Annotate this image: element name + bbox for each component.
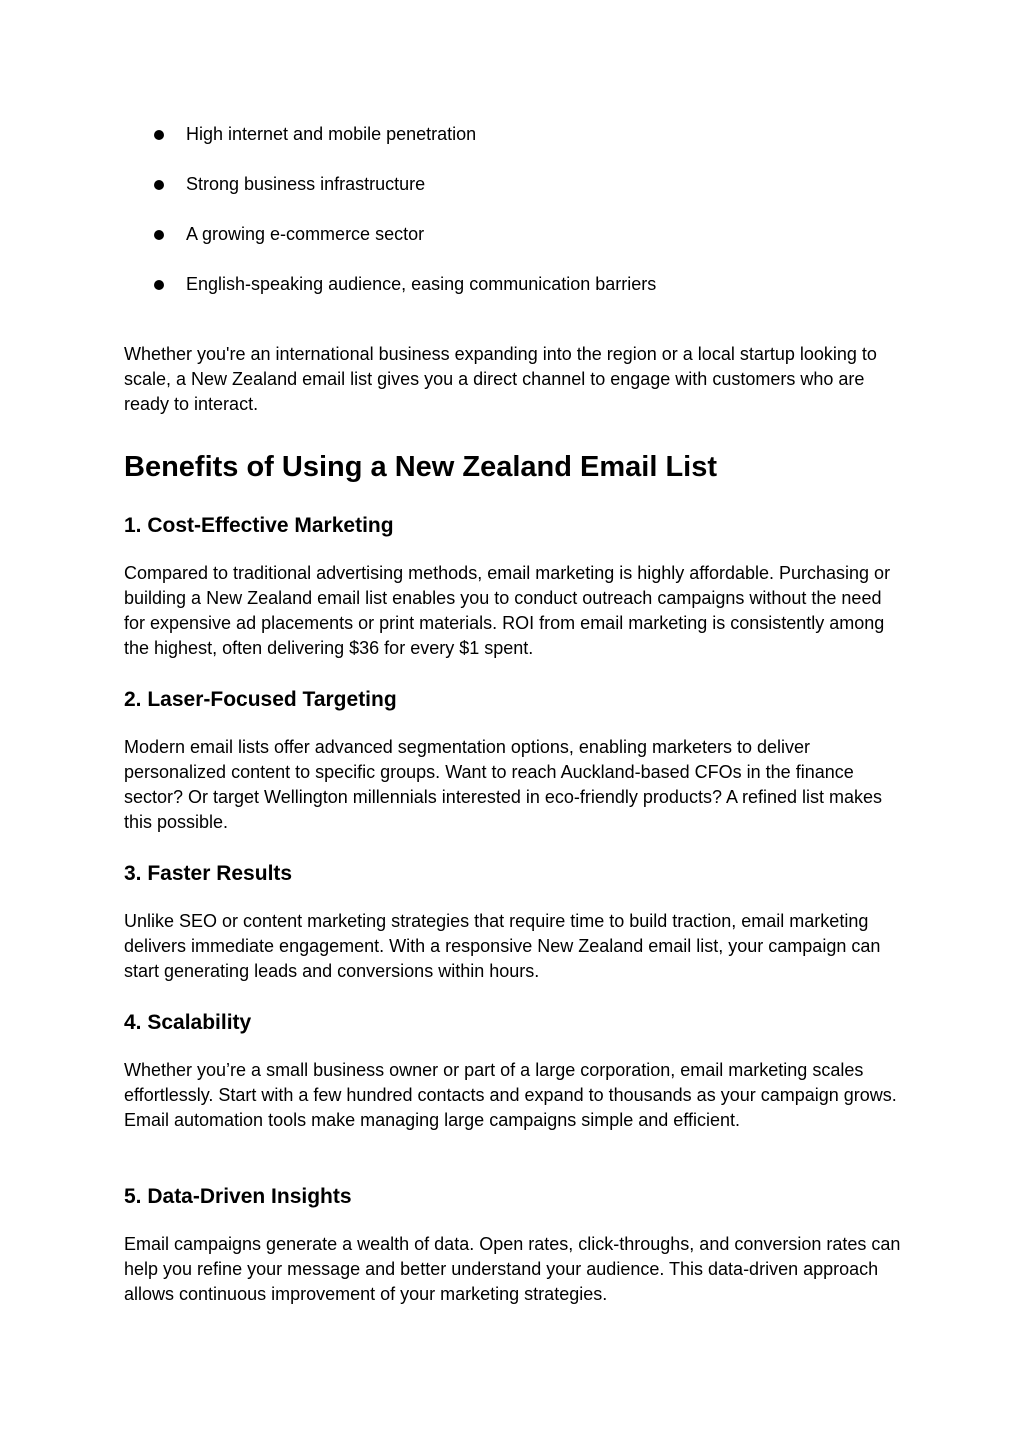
bullet-text: English-speaking audience, easing communication barriers xyxy=(186,274,657,294)
bullet-dot-icon xyxy=(154,130,164,140)
benefit-heading-scalability: 4. Scalability xyxy=(124,1011,252,1034)
intro-paragraph: Whether you're an international business expanding into the region or a local startup looking to scale, a New Zealand email list gives you a direct channel to engage with customers who are ready to interact. xyxy=(124,344,877,414)
benefit-text-insights: Email campaigns generate a wealth of data. Open rates, click-throughs, and conversion rates can help you refine your message and better understand your audience. This data-driven approach allows continuous improvement of your marketing strategies. xyxy=(124,1234,901,1304)
bullet-dot-icon xyxy=(154,230,164,240)
bullet-text: High internet and mobile penetration xyxy=(186,124,477,144)
benefit-text-targeting: Modern email lists offer advanced segmentation options, enabling marketers to deliver personalized content to specific groups. Want to reach Auckland-based CFOs in the finance sector? Or target Wellington millennials interested in eco-friendly products? A refined list makes this possible. xyxy=(124,737,883,832)
bullet-item xyxy=(154,222,894,247)
benefit-text-cost: Compared to traditional advertising methods, email marketing is highly affordable. Purchasing or building a New Zealand email list enables you to conduct outreach campaigns without the need for expensive ad placements or print materials. ROI from email marketing is consistently among the highest, often delivering $36 for every $1 spent. xyxy=(124,563,891,658)
bullet-item xyxy=(154,272,894,297)
bullet-dot-icon xyxy=(154,280,164,290)
bullet-text: Strong business infrastructure xyxy=(186,174,426,194)
benefit-heading-targeting: 2. Laser-Focused Targeting xyxy=(124,688,397,711)
benefit-heading-cost: 1. Cost-Effective Marketing xyxy=(124,514,394,537)
section-title: Benefits of Using a New Zealand Email List xyxy=(124,451,718,483)
bullet-text: A growing e-commerce sector xyxy=(186,224,425,244)
benefit-text-scalability: Whether you’re a small business owner or part of a large corporation, email marketing scales effortlessly. Start with a few hundred contacts and expand to thousands as your campaign grows. Email automation tools make managing large campaigns simple and efficient. xyxy=(124,1060,897,1130)
bullet-item xyxy=(154,172,894,197)
bullet-item xyxy=(154,122,894,147)
benefit-text-results: Unlike SEO or content marketing strategies that require time to build traction, email marketing delivers immediate engagement. With a responsive New Zealand email list, your campaign can start generating leads and conversions within hours. xyxy=(124,911,881,981)
bullet-dot-icon xyxy=(154,180,164,190)
feature-bullet-list xyxy=(154,122,894,322)
benefit-heading-results: 3. Faster Results xyxy=(124,862,293,885)
benefit-heading-insights: 5. Data-Driven Insights xyxy=(124,1185,352,1208)
